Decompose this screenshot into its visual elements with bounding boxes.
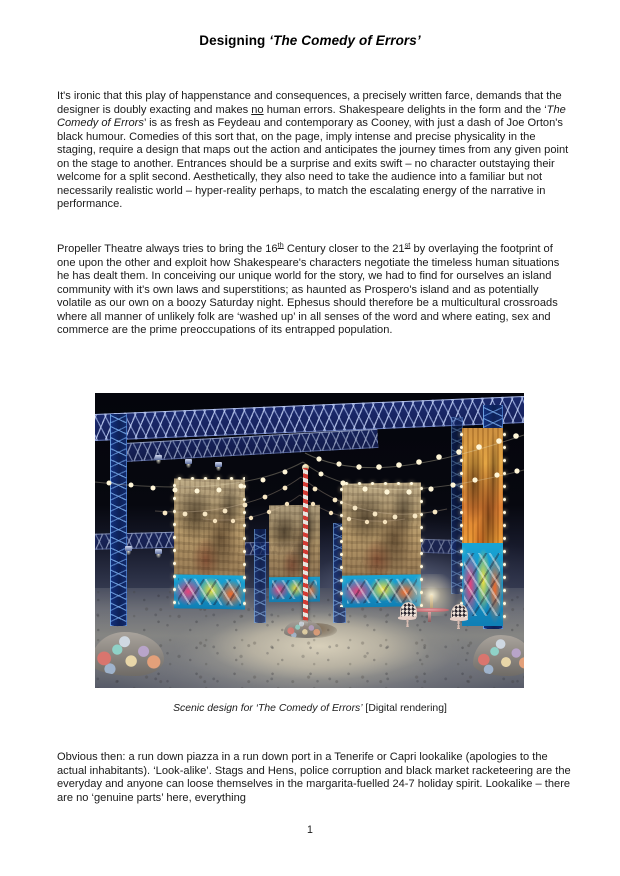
- paragraph-three: [57, 751, 573, 805]
- festoon-lights-innermost: [95, 493, 524, 553]
- striped-pole: [303, 468, 308, 633]
- p1-segment-2: human errors. Shakespeare delights in the form and the ‘: [263, 103, 547, 116]
- p2-ordinal-th: th: [277, 240, 284, 250]
- panel-graffiti: [269, 577, 320, 603]
- cafe-table-leg: [428, 612, 431, 622]
- paragraph-one: [57, 90, 573, 212]
- page-title: [0, 33, 620, 48]
- paragraph-two-text: [57, 240, 573, 338]
- p1-play-title: The Comedy of Errors: [57, 103, 566, 130]
- stage-set-rendering: [95, 393, 524, 688]
- p2-segment-3: by overlaying the footprint of one upon the other and exploit how Shakespeare's characters negotiate the timeless human situations he has dealt them. In conceiving our unique world for the story, we had to find for ourselves an island community with it's own laws and superstitions; as haunted as Prospero's island and as potentially volatile as our own on a boozy Saturday night. Ephesus should therefore be a multicultural crossroads where all manner of unlikely folk are ‘washed up’ in all senses of the word and where eating, sex and commerce are the prime preoccupations of its entrapped population.: [57, 243, 560, 337]
- panel-graffiti: [174, 574, 245, 609]
- figure-caption-note: [Digital rendering]: [362, 703, 447, 714]
- page-title-work: ‘The Comedy of Errors’: [269, 33, 421, 48]
- rubbish-pile-center: [284, 620, 323, 638]
- paragraph-one-text: [57, 90, 573, 212]
- p1-segment-3: ’ is as fresh as Feydeau and contemporary as Cooney, with just a dash of Joe Orton's black humour. Comedies of this sort that, on the page, imply intense and precise physicality in the staging, require a design that maps out the action and anticipates the journey times from any given point on the stage to another. Entrances should be a surprise and exits swift – no character outstaying their welcome for a split second. Aesthetically, they also need to take the audience into a familiar but not necessarily realistic world – hyper-reality perhaps, to match the escalating energy of the narrative in performance.: [57, 117, 569, 211]
- scenic-design-figure: [95, 393, 524, 688]
- figure-caption: [0, 703, 620, 714]
- p1-emphasis-no: no: [251, 103, 264, 116]
- page-title-prefix: Designing: [199, 33, 270, 48]
- chair-legs: [400, 619, 415, 628]
- page-number: 1: [307, 824, 313, 836]
- cafe-chair-left: [397, 602, 417, 627]
- p2-segment-1: Propeller Theatre always tries to bring the 16: [57, 243, 278, 255]
- festoon-lights-icon: [95, 493, 524, 553]
- p2-ordinal-st: st: [404, 240, 411, 250]
- cafe-chair-right: [449, 604, 469, 629]
- chair-legs: [451, 620, 466, 629]
- figure-caption-title: Scenic design for ‘The Comedy of Errors’: [173, 703, 363, 714]
- paragraph-three-text: Obvious then: a run down piazza in a run down port in a Tenerife or Capri lookalike (apologies to the actual inhabitants). ‘Look-alike’. Stags and Hens, police corruption and black market racketeering are the everyday and anyone can loose themselves in the margarita-fuelled 24-7 holiday spirit. Lookalike – there are no ‘genuine parts’ here, everything: [57, 751, 571, 804]
- p1-segment-1: It's ironic that this play of happenstance and consequences, a precisely written farce, demands that the designer is doubly exacting and makes: [57, 90, 562, 116]
- paragraph-two: [57, 240, 573, 338]
- p2-segment-2: Century closer to the 21: [283, 243, 405, 255]
